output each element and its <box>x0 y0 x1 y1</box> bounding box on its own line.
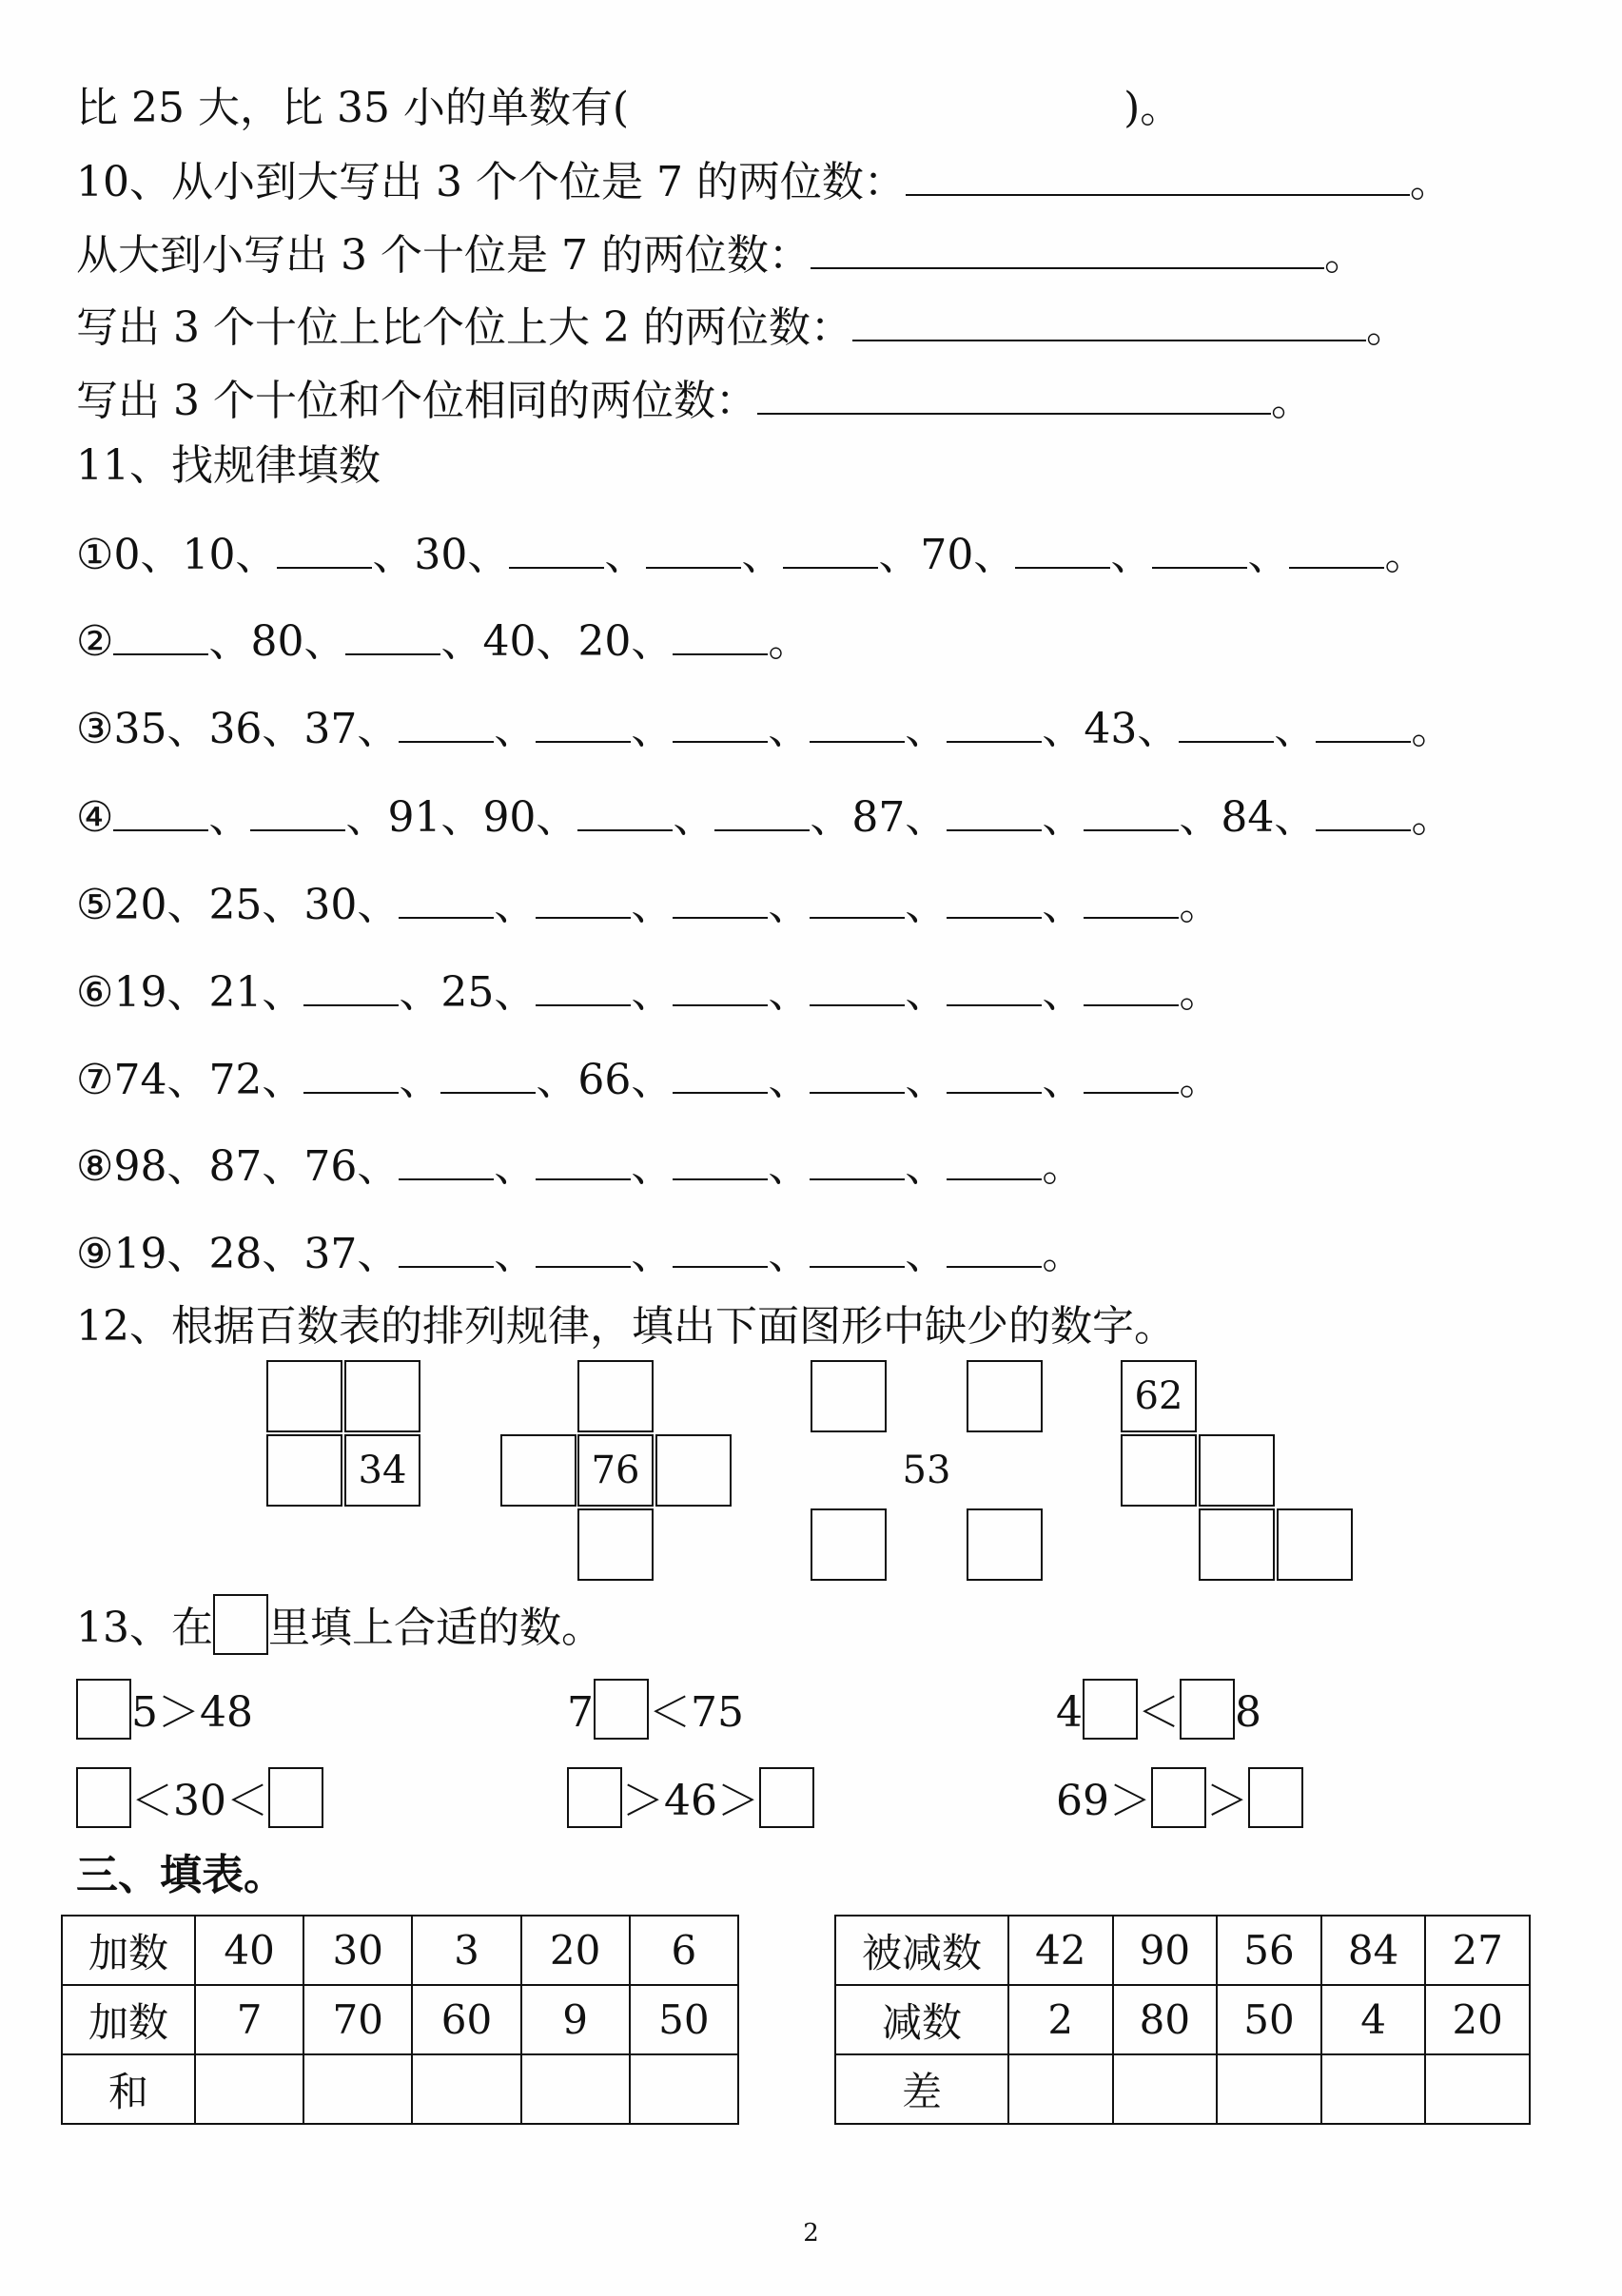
grid-cell[interactable] <box>1199 1508 1275 1581</box>
answer-blank[interactable] <box>399 735 494 743</box>
grid-cell[interactable] <box>266 1434 342 1507</box>
answer-cell[interactable] <box>195 2054 303 2124</box>
grid-cell[interactable] <box>1199 1434 1275 1507</box>
row-label: 差 <box>835 2054 1008 2124</box>
answer-blank[interactable] <box>536 999 631 1006</box>
grid-cell[interactable] <box>655 1434 732 1507</box>
grid-cell-given: 62 <box>1121 1360 1197 1432</box>
table-cell: 40 <box>195 1916 303 1985</box>
compare-4: ＜30＜ <box>76 1767 323 1828</box>
grid-cell[interactable] <box>577 1360 654 1432</box>
answer-blank[interactable] <box>906 188 1410 196</box>
sequence-4: ④ 、 、91、90、 、 、87、 、 、84、 。 <box>76 793 1454 842</box>
answer-blank[interactable] <box>1084 824 1179 831</box>
table-row <box>835 1916 1530 1985</box>
answer-cell[interactable] <box>1425 2054 1530 2124</box>
answer-blank[interactable] <box>673 648 768 655</box>
answer-blank[interactable] <box>303 1086 399 1094</box>
compare-3: 4 ＜ 8 <box>1056 1679 1261 1740</box>
table-cell: 4 <box>1321 1985 1426 2054</box>
compare-2: 7 ＜75 <box>567 1679 744 1740</box>
answer-blank[interactable] <box>947 735 1042 743</box>
answer-blank[interactable] <box>509 561 604 569</box>
table-cell: 50 <box>1217 1985 1321 2054</box>
table-cell: 80 <box>1113 1985 1218 2054</box>
grid-cell-given: 53 <box>902 1449 951 1492</box>
answer-blank[interactable] <box>577 824 673 831</box>
q10-line-1: 10、从小到大写出 3 个个位是 7 的两位数： 。 <box>76 158 1452 206</box>
answer-blank[interactable] <box>811 262 1324 269</box>
answer-box[interactable] <box>1083 1679 1138 1740</box>
compare-6: 69＞ ＞ <box>1056 1767 1303 1828</box>
subtraction-table <box>834 1915 1531 2125</box>
answer-cell[interactable] <box>1321 2054 1426 2124</box>
row-label: 减数 <box>835 1985 1008 2054</box>
sequence-2: ② 、80、 、40、20、 。 <box>76 617 811 666</box>
table-cell: 90 <box>1113 1916 1218 1985</box>
answer-blank[interactable] <box>113 648 208 655</box>
table-cell: 6 <box>630 1916 738 1985</box>
addition-table <box>61 1915 739 2125</box>
row-label: 和 <box>62 2054 195 2124</box>
answer-box[interactable] <box>1180 1679 1235 1740</box>
answer-blank[interactable] <box>757 407 1271 415</box>
answer-blank[interactable] <box>1152 561 1247 569</box>
answer-blank[interactable] <box>1316 824 1411 831</box>
table-row <box>62 1985 738 2054</box>
answer-blank[interactable] <box>646 561 741 569</box>
table-cell: 50 <box>630 1985 738 2054</box>
answer-cell[interactable] <box>630 2054 738 2124</box>
answer-blank[interactable] <box>673 1173 768 1180</box>
table-cell: 42 <box>1008 1916 1113 1985</box>
answer-blank[interactable] <box>673 999 768 1006</box>
answer-blank[interactable] <box>303 999 399 1006</box>
sequence-8: ⑧98、87、76、 、 、 、 、 。 <box>76 1142 1085 1191</box>
table-cell: 3 <box>412 1916 520 1985</box>
answer-blank[interactable] <box>277 561 372 569</box>
grid-cell[interactable] <box>811 1508 887 1581</box>
row-label: 加数 <box>62 1985 195 2054</box>
q10-line-3: 写出 3 个十位上比个位上大 2 的两位数： 。 <box>76 303 1408 352</box>
answer-blank[interactable] <box>399 1173 494 1180</box>
answer-blank[interactable] <box>810 735 905 743</box>
answer-blank[interactable] <box>947 999 1042 1006</box>
table-cell: 60 <box>412 1985 520 2054</box>
answer-box[interactable] <box>76 1679 131 1740</box>
table-cell: 70 <box>303 1985 412 2054</box>
answer-blank[interactable] <box>1289 561 1384 569</box>
answer-blank[interactable] <box>810 1086 905 1094</box>
sequence-5: ⑤20、25、30、 、 、 、 、 、 。 <box>76 881 1221 929</box>
answer-blank[interactable] <box>714 824 810 831</box>
answer-blank[interactable] <box>536 735 631 743</box>
answer-box[interactable] <box>76 1767 131 1828</box>
answer-blank[interactable] <box>1084 1086 1179 1094</box>
grid-cell[interactable] <box>577 1508 654 1581</box>
grid-cell[interactable] <box>266 1360 342 1432</box>
answer-cell[interactable] <box>1217 2054 1321 2124</box>
answer-blank[interactable] <box>399 1260 494 1268</box>
answer-cell[interactable] <box>1113 2054 1218 2124</box>
table-row <box>835 2054 1530 2124</box>
table-cell: 27 <box>1425 1916 1530 1985</box>
q10-line-2: 从大到小写出 3 个十位是 7 的两位数： 。 <box>76 231 1366 280</box>
page-number: 2 <box>803 2219 819 2247</box>
answer-blank[interactable] <box>1179 735 1274 743</box>
answer-cell[interactable] <box>303 2054 412 2124</box>
answer-blank[interactable] <box>536 1173 631 1180</box>
answer-box[interactable] <box>1248 1767 1303 1828</box>
grid-cell[interactable] <box>811 1360 887 1432</box>
answer-blank[interactable] <box>440 1086 536 1094</box>
answer-cell[interactable] <box>1008 2054 1113 2124</box>
answer-blank[interactable] <box>947 824 1042 831</box>
sequence-7: ⑦74、72、 、 、66、 、 、 、 。 <box>76 1056 1221 1104</box>
answer-box[interactable] <box>268 1767 323 1828</box>
grid-cell[interactable] <box>1121 1434 1197 1507</box>
answer-blank[interactable] <box>1015 561 1110 569</box>
grid-cell-given: 76 <box>577 1434 654 1507</box>
grid-cell[interactable] <box>967 1360 1043 1432</box>
table-cell: 20 <box>1425 1985 1530 2054</box>
sequence-9: ⑨19、28、37、 、 、 、 、 。 <box>76 1230 1085 1278</box>
answer-box[interactable] <box>1151 1767 1206 1828</box>
compare-1: 5＞48 <box>76 1679 253 1740</box>
answer-cell[interactable] <box>521 2054 630 2124</box>
answer-blank[interactable] <box>345 648 440 655</box>
answer-blank[interactable] <box>947 1086 1042 1094</box>
answer-blank[interactable] <box>1084 999 1179 1006</box>
sequence-3: ③35、36、37、 、 、 、 、 、43、 、 。 <box>76 705 1454 753</box>
q11-title: 11、找规律填数 <box>76 441 381 490</box>
sample-box <box>213 1594 268 1655</box>
answer-blank[interactable] <box>810 999 905 1006</box>
answer-box[interactable] <box>567 1767 622 1828</box>
answer-blank[interactable] <box>783 561 878 569</box>
table-row <box>62 1916 738 1985</box>
grid-cell[interactable] <box>967 1508 1043 1581</box>
answer-blank[interactable] <box>947 911 1042 919</box>
answer-blank[interactable] <box>852 334 1366 341</box>
grid-cell[interactable] <box>1277 1508 1353 1581</box>
answer-blank[interactable] <box>1316 735 1411 743</box>
answer-blank[interactable] <box>810 1260 905 1268</box>
section-3-title: 三、填表。 <box>76 1851 285 1899</box>
row-label: 被减数 <box>835 1916 1008 1985</box>
answer-box[interactable] <box>759 1767 814 1828</box>
answer-blank[interactable] <box>673 1260 768 1268</box>
table-row <box>835 1985 1530 2054</box>
table-row <box>62 2054 738 2124</box>
q12-title: 12、根据百数表的排列规律，填出下面图形中缺少的数字。 <box>76 1302 1176 1351</box>
table-cell: 20 <box>521 1916 630 1985</box>
answer-blank[interactable] <box>947 1173 1042 1180</box>
answer-blank[interactable] <box>250 824 345 831</box>
answer-blank[interactable] <box>673 911 768 919</box>
table-cell: 30 <box>303 1916 412 1985</box>
answer-box[interactable] <box>594 1679 649 1740</box>
answer-blank[interactable] <box>673 1086 768 1094</box>
sequence-6: ⑥19、21、 、25、 、 、 、 、 。 <box>76 968 1221 1017</box>
grid-cell-given: 34 <box>344 1434 420 1507</box>
table-cell: 56 <box>1217 1916 1321 1985</box>
answer-blank[interactable] <box>947 1260 1042 1268</box>
answer-blank[interactable] <box>536 1260 631 1268</box>
answer-blank[interactable] <box>1084 911 1179 919</box>
answer-blank[interactable] <box>810 911 905 919</box>
table-cell: 7 <box>195 1985 303 2054</box>
answer-blank[interactable] <box>810 1173 905 1180</box>
answer-cell[interactable] <box>412 2054 520 2124</box>
grid-cell[interactable] <box>500 1434 576 1507</box>
answer-blank[interactable] <box>536 911 631 919</box>
table-cell: 2 <box>1008 1985 1113 2054</box>
answer-blank[interactable] <box>673 735 768 743</box>
row-label: 加数 <box>62 1916 195 1985</box>
answer-blank[interactable] <box>113 824 208 831</box>
table-cell: 84 <box>1321 1916 1426 1985</box>
sequence-1: ①0、10、 、30、 、 、 、70、 、 、 。 <box>76 531 1427 579</box>
table-cell: 9 <box>521 1985 630 2054</box>
grid-cell[interactable] <box>344 1360 420 1432</box>
q10-line-4: 写出 3 个十位和个位相同的两位数： 。 <box>76 377 1313 425</box>
q9-line: 比 25 大，比 35 小的单数有( )。 <box>76 84 1182 132</box>
q13-title: 13、在 里填上合适的数。 <box>76 1594 603 1655</box>
answer-blank[interactable] <box>399 911 494 919</box>
compare-5: ＞46＞ <box>567 1767 814 1828</box>
